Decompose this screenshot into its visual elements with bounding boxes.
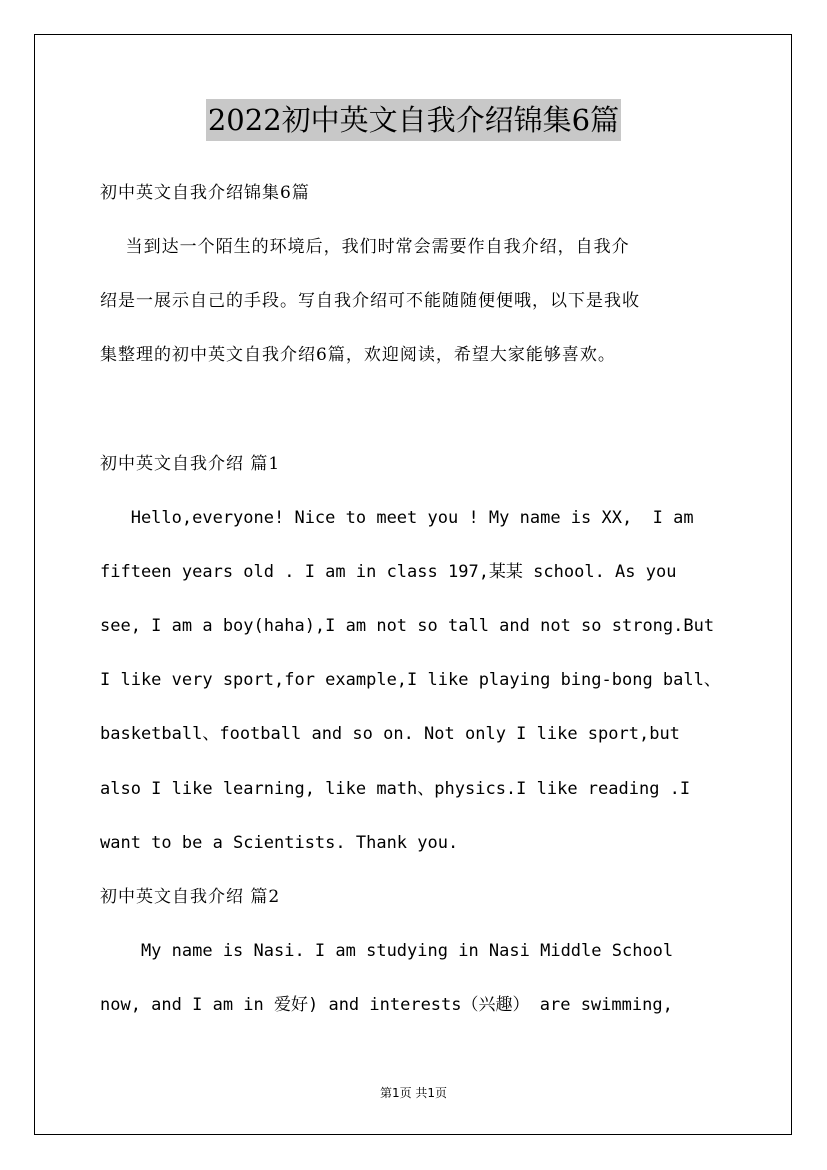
section-heading-1: 初中英文自我介绍 篇1 bbox=[100, 454, 281, 474]
intro-line: 集整理的初中英文自我介绍6篇，欢迎阅读，希望大家能够喜欢。 bbox=[100, 345, 616, 365]
section-1-line: Hello,everyone! Nice to meet you ! My name is XX, I am bbox=[100, 508, 694, 528]
section-heading-2: 初中英文自我介绍 篇2 bbox=[100, 887, 281, 907]
subtitle: 初中英文自我介绍锦集6篇 bbox=[100, 183, 310, 203]
page-footer: 第1页 共1页 bbox=[379, 1086, 448, 1100]
section-1-line: basketball、football and so on. Not only I like sport,but bbox=[100, 724, 680, 744]
section-1-line: I like very sport,for example,I like playing bing-bong ball、 bbox=[100, 670, 721, 690]
section-2-line: My name is Nasi. I am studying in Nasi Middle School bbox=[100, 941, 674, 961]
intro-line: 绍是一展示自己的手段。写自我介绍可不能随随便便哦，以下是我收 bbox=[100, 291, 640, 311]
section-1-line: want to be a Scientists. Thank you. bbox=[100, 833, 459, 853]
document-title: 2022初中英文自我介绍锦集6篇 bbox=[206, 99, 621, 141]
section-1-line: fifteen years old . I am in class 197,某某 school. As you bbox=[100, 562, 677, 582]
title-container bbox=[0, 99, 827, 141]
section-2-line: now, and I am in 爱好) and interests（兴趣） are swimming, bbox=[100, 995, 673, 1015]
section-1-line: see, I am a boy(haha),I am not so tall and not so strong.But bbox=[100, 616, 715, 636]
intro-line: 当到达一个陌生的环境后，我们时常会需要作自我介绍，自我介 bbox=[100, 237, 630, 257]
section-1-line: also I like learning, like math、physics.I like reading .I bbox=[100, 779, 691, 799]
